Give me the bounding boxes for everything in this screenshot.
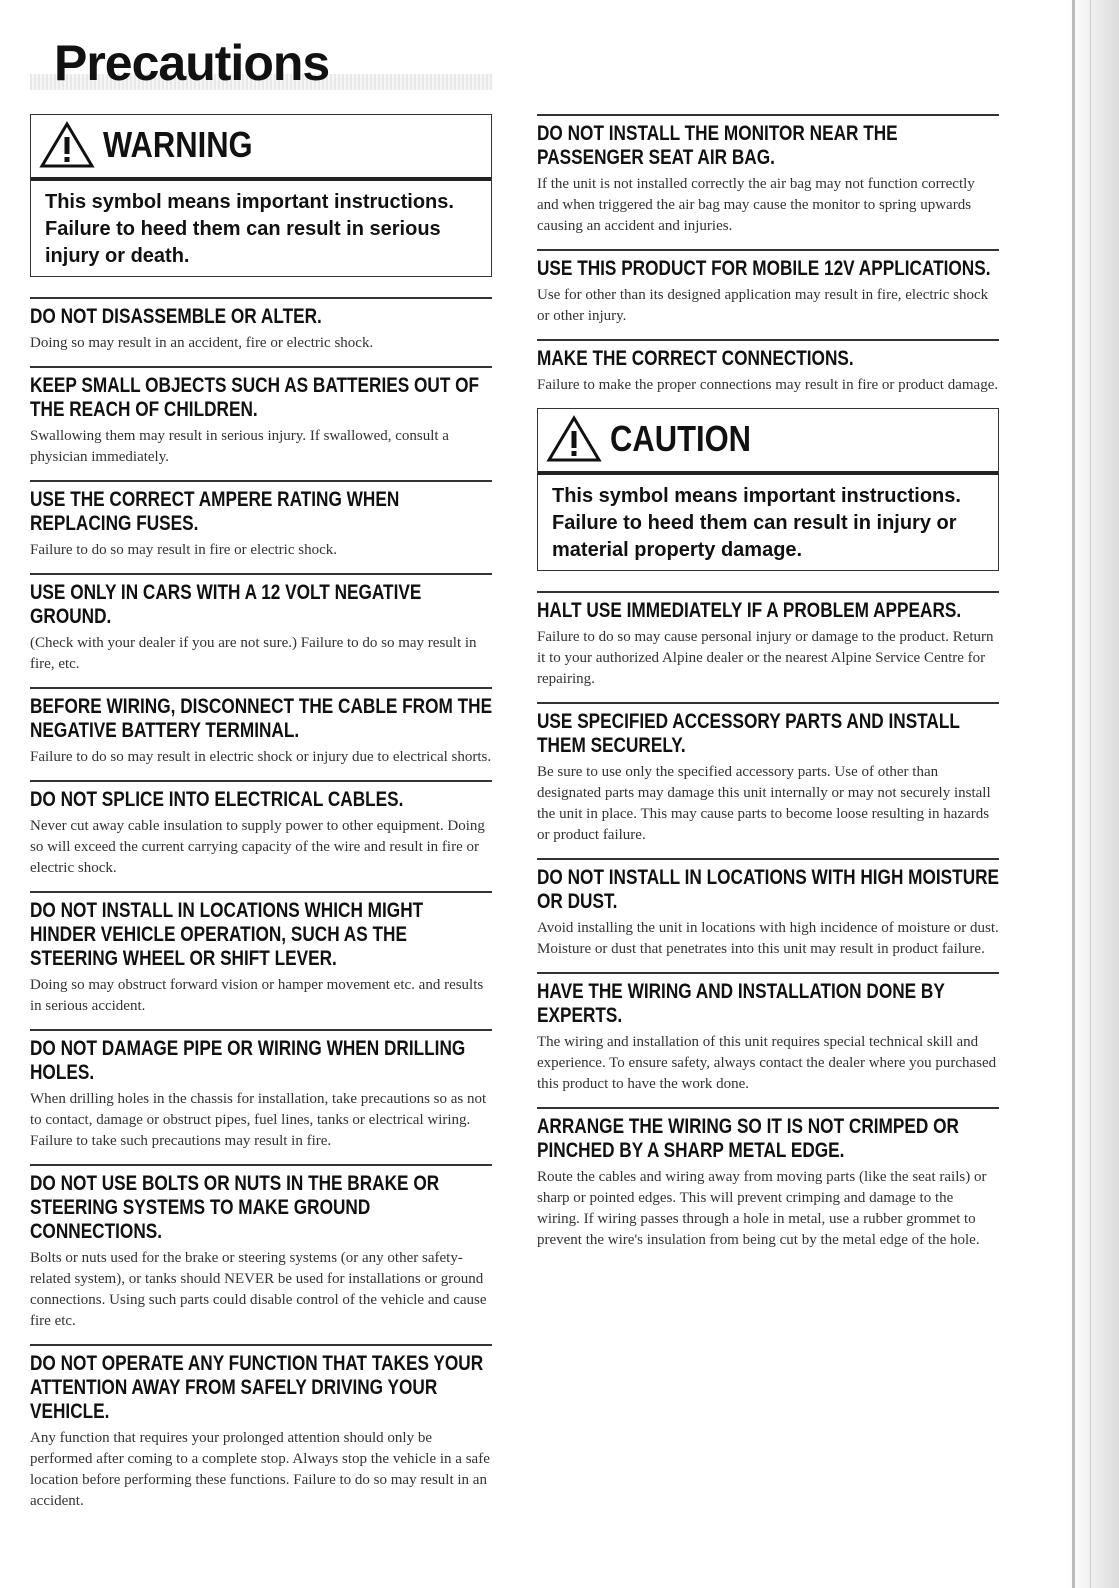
caution-description: This symbol means important instructions. Failure to heed them can result in injury or material property damage.: [552, 485, 961, 561]
page-binding-edge: [1068, 0, 1119, 1588]
precaution-heading: DO NOT USE BOLTS OR NUTS IN THE BRAKE OR STEERING SYSTEMS TO MAKE GROUND CONNECTIONS.: [30, 1172, 440, 1243]
precaution-heading: MAKE THE CORRECT CONNECTIONS.: [537, 347, 854, 370]
precaution-heading: USE ONLY IN CARS WITH A 12 VOLT NEGATIVE GROUND.: [30, 581, 422, 628]
caution-triangle-icon: [546, 415, 602, 463]
page-binding-line-secondary: [1090, 0, 1091, 1588]
precaution-heading: DO NOT SPLICE INTO ELECTRICAL CABLES.: [30, 788, 404, 811]
precaution-text: Swallowing them may result in serious injury. If swallowed, consult a physician immediately.: [30, 428, 449, 465]
right-bottom-section-list: [537, 591, 999, 1251]
precaution-text: Any function that requires your prolonged attention should only be performed after coming to a complete stop. Always stop the vehicle in a safe location before performing these functions. Failure to do so may result in an accident.: [30, 1430, 490, 1509]
precaution-heading: DO NOT OPERATE ANY FUNCTION THAT TAKES YOUR ATTENTION AWAY FROM SAFELY DRIVING YOUR VEHICLE.: [30, 1352, 484, 1423]
precaution-section: [537, 1107, 999, 1251]
precaution-text: Failure to do so may result in electric shock or injury due to electrical shorts.: [30, 749, 492, 765]
warning-title: WARNING: [103, 124, 253, 165]
left-section-list: [30, 297, 492, 1512]
precaution-heading: USE SPECIFIED ACCESSORY PARTS AND INSTALL THEM SECURELY.: [537, 710, 960, 757]
caution-header: [538, 409, 998, 475]
precaution-text: Be sure to use only the specified accessory parts. Use of other than designated parts may damage this unit internally or may not securely install the unit in place. This may cause parts to become loose resulting in hazards or product failure.: [537, 764, 991, 843]
precaution-heading: ARRANGE THE WIRING SO IT IS NOT CRIMPED OR PINCHED BY A SHARP METAL EDGE.: [537, 1115, 959, 1162]
precaution-text: Failure to do so may result in fire or electric shock.: [30, 542, 337, 558]
precaution-section: [537, 114, 999, 237]
precaution-text: Never cut away cable insulation to supply power to other equipment. Doing so will exceed the current carrying capacity of the wire and result in fire or electric shock.: [30, 818, 485, 876]
precaution-section: [30, 573, 492, 675]
precaution-text: Route the cables and wiring away from moving parts (like the seat rails) or sharp or pointed edges. This will prevent crimping and damage to the wiring. If wiring passes through a hole in metal, use a rubber grommet to prevent the wire's insulation from being cut by the metal edge of the hole.: [537, 1169, 987, 1248]
precaution-text: Avoid installing the unit in locations with high incidence of moisture or dust. Moisture or dust that penetrates into this unit may result in product failure.: [537, 920, 999, 957]
precaution-heading: HALT USE IMMEDIATELY IF A PROBLEM APPEARS.: [537, 599, 962, 622]
precaution-text: Doing so may obstruct forward vision or hamper movement etc. and results in serious accident.: [30, 977, 484, 1014]
warning-triangle-icon: [39, 121, 95, 169]
precaution-heading: USE THIS PRODUCT FOR MOBILE 12V APPLICATIONS.: [537, 257, 991, 280]
precaution-section: [30, 297, 492, 354]
precaution-text: Use for other than its designed application may result in fire, electric shock or other injury.: [537, 287, 989, 324]
right-top-section-list: [537, 114, 999, 396]
precaution-text: When drilling holes in the chassis for installation, take precautions so as not to contact, damage or obstruct pipes, fuel lines, tanks or electrical wiring. Failure to take such precautions may result in fire.: [30, 1091, 487, 1149]
precaution-text: (Check with your dealer if you are not sure.) Failure to do so may result in fire, etc.: [30, 635, 477, 672]
page-title: Precautions: [54, 35, 330, 91]
precaution-text: Doing so may result in an accident, fire or electric shock.: [30, 335, 374, 351]
precaution-text: Failure to do so may cause personal injury or damage to the product. Return it to your authorized Alpine dealer or the nearest Alpine Service Centre for repairing.: [537, 629, 994, 687]
page-binding-line: [1072, 0, 1075, 1588]
caution-box: [537, 408, 999, 571]
warning-header: [31, 115, 491, 181]
precaution-heading: DO NOT INSTALL IN LOCATIONS WITH HIGH MOISTURE OR DUST.: [537, 866, 1000, 913]
precaution-heading: DO NOT INSTALL THE MONITOR NEAR THE PASSENGER SEAT AIR BAG.: [537, 122, 898, 169]
precaution-section: [30, 1164, 492, 1332]
precaution-section: [537, 858, 999, 960]
precaution-section: [30, 366, 492, 468]
precaution-heading: KEEP SMALL OBJECTS SUCH AS BATTERIES OUT OF THE REACH OF CHILDREN.: [30, 374, 480, 421]
precaution-section: [537, 702, 999, 846]
precaution-text: Bolts or nuts used for the brake or steering systems (or any other safety-related system), or tanks should NEVER be used for installations or ground connections. Using such parts could disable control of the vehicle and cause fire etc.: [30, 1250, 487, 1329]
precaution-text: Failure to make the proper connections may result in fire or product damage.: [537, 377, 999, 393]
precaution-text: If the unit is not installed correctly the air bag may not function correctly and when triggered the air bag may cause the monitor to spring upwards causing an accident and injuries.: [537, 176, 975, 234]
precaution-section: [30, 891, 492, 1017]
precaution-section: [537, 339, 999, 396]
precaution-text: The wiring and installation of this unit requires special technical skill and experience. To ensure safety, always contact the dealer where you purchased this product to have the work done.: [537, 1034, 997, 1092]
left-column: [30, 114, 492, 1524]
precaution-section: [30, 480, 492, 561]
precaution-heading: USE THE CORRECT AMPERE RATING WHEN REPLACING FUSES.: [30, 488, 400, 535]
caution-title: CAUTION: [610, 418, 752, 459]
precaution-section: [30, 1344, 492, 1512]
precaution-heading: DO NOT DAMAGE PIPE OR WIRING WHEN DRILLING HOLES.: [30, 1037, 466, 1084]
warning-description: This symbol means important instructions. Failure to heed them can result in serious injury or death.: [45, 191, 454, 267]
warning-box: [30, 114, 492, 277]
precaution-heading: DO NOT INSTALL IN LOCATIONS WHICH MIGHT HINDER VEHICLE OPERATION, SUCH AS THE STEERING WHEEL OR SHIFT LEVER.: [30, 899, 424, 970]
precaution-section: [30, 687, 492, 768]
precaution-heading: DO NOT DISASSEMBLE OR ALTER.: [30, 305, 322, 328]
precaution-heading: HAVE THE WIRING AND INSTALLATION DONE BY EXPERTS.: [537, 980, 945, 1027]
precaution-section: [30, 1029, 492, 1152]
precaution-section: [537, 249, 999, 327]
precaution-section: [537, 972, 999, 1095]
precaution-section: [30, 780, 492, 879]
precaution-section: [537, 591, 999, 690]
right-column: [537, 114, 999, 1263]
precaution-heading: BEFORE WIRING, DISCONNECT THE CABLE FROM THE NEGATIVE BATTERY TERMINAL.: [30, 695, 493, 742]
